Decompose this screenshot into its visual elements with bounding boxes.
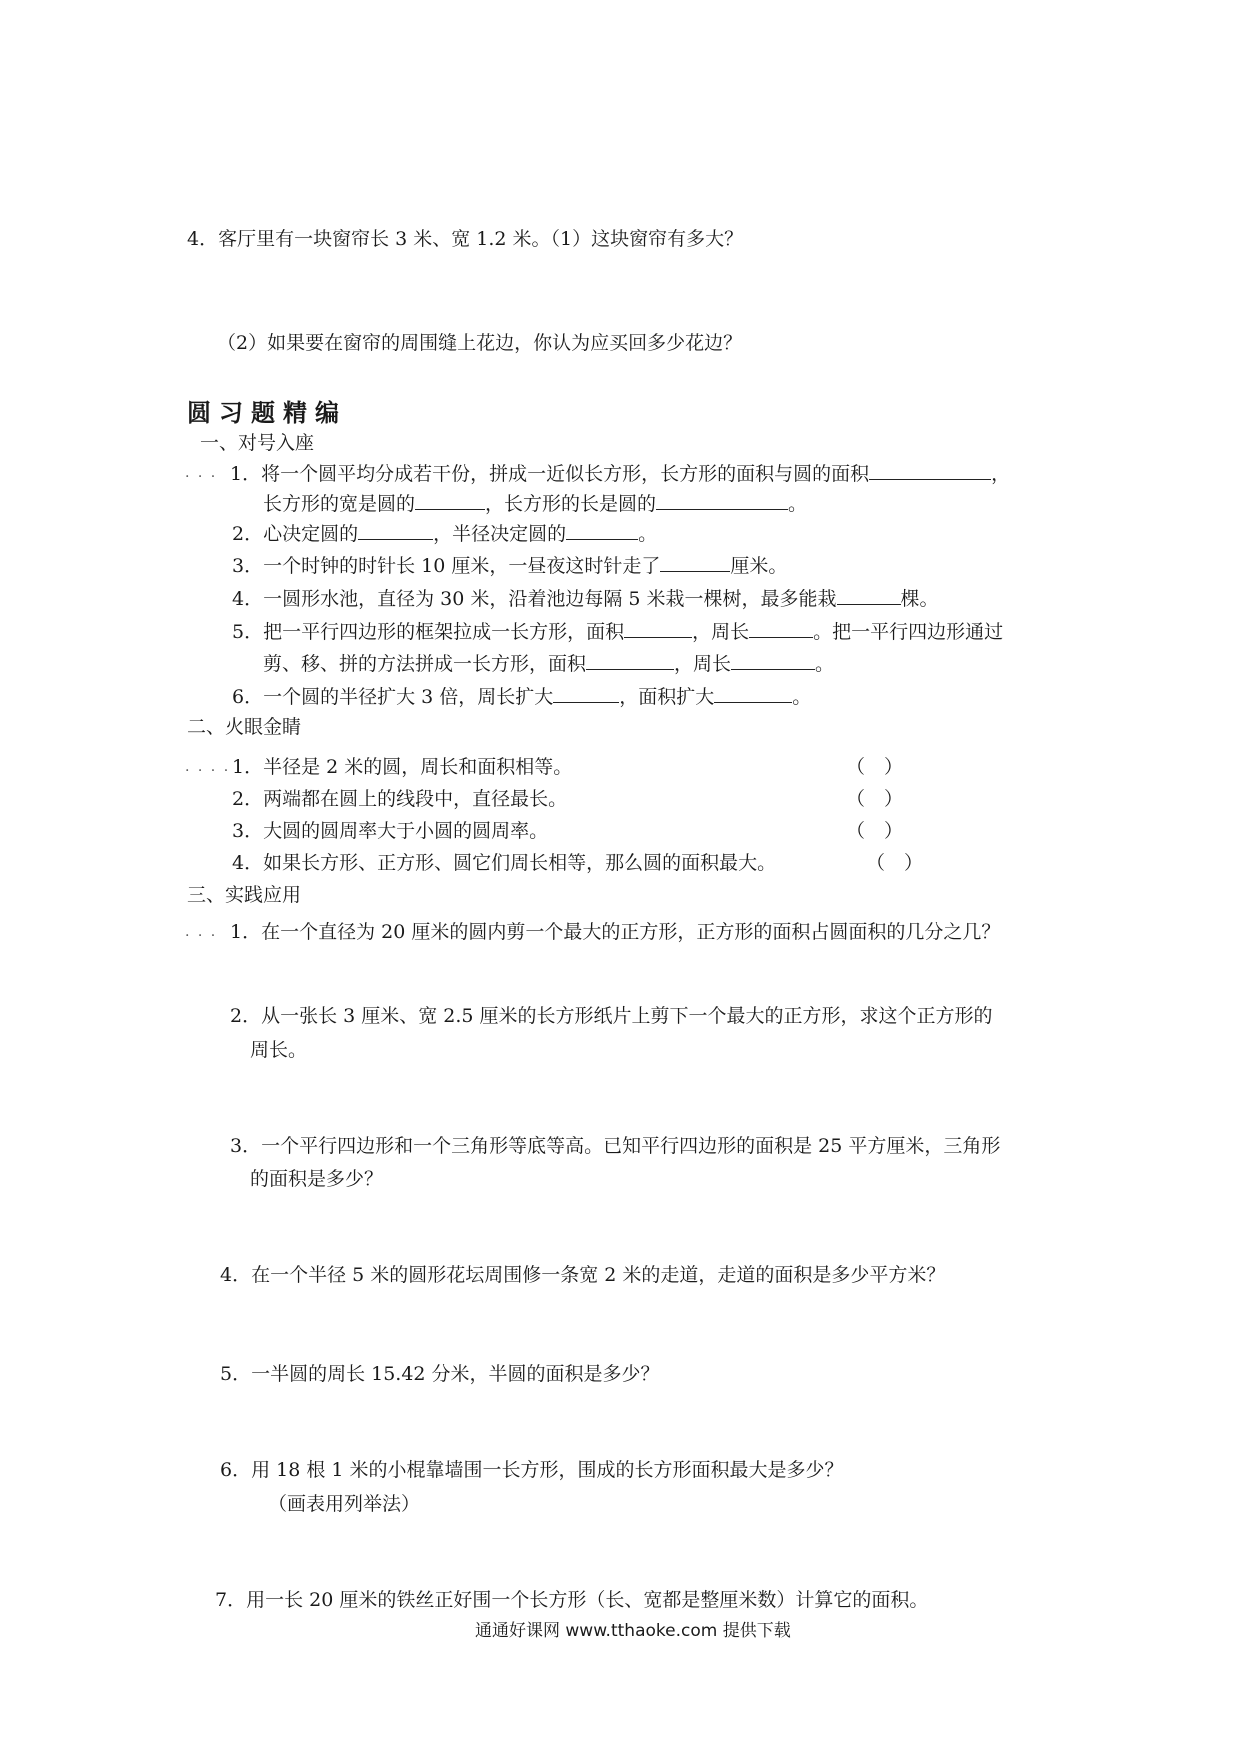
part3-q4: 4．在一个半径 5 米的圆形花坛周围修一条宽 2 米的走道，走道的面积是多少平方米？ [220, 1264, 946, 1286]
answer-blank[interactable] [358, 521, 433, 540]
answer-blank[interactable] [869, 461, 991, 480]
answer-blank[interactable] [553, 684, 619, 703]
answer-blank[interactable] [837, 586, 901, 605]
part2-item-4: 4．如果长方形、正方形、圆它们周长相等，那么圆的面积最大。 [232, 852, 777, 874]
answer-blank[interactable] [586, 651, 674, 670]
part3-q3-line2: 的面积是多少？ [250, 1168, 384, 1190]
answer-blank[interactable] [749, 619, 813, 638]
answer-blank[interactable] [624, 619, 692, 638]
part3-q2-line1: 2．从一张长 3 厘米、宽 2.5 厘米的长方形纸片上剪下一个最大的正方形，求这个正方形的 [230, 1005, 993, 1027]
part1-q1-text: 1．将一个圆平均分成若干份，拼成一近似长方形，长方形的面积与圆的面积 [230, 463, 870, 485]
answer-paren[interactable]: （ ） [846, 788, 904, 810]
part3-q5: 5．一半圆的周长 15.42 分米，半圆的面积是多少？ [220, 1363, 660, 1385]
part1-q5-line2: 剪、移、拼的方法拼成一长方形，面积 ，周长 。 [263, 653, 835, 675]
section-title: 圆习题精编 [187, 399, 347, 427]
part1-q6: 6．一个圆的半径扩大 3 倍，周长扩大 ，面积扩大 。 [232, 686, 812, 708]
part2-heading: 二、火眼金睛 [187, 716, 302, 738]
answer-blank[interactable] [566, 521, 638, 540]
answer-blank[interactable] [714, 684, 792, 703]
part3-q3-line1: 3．一个平行四边形和一个三角形等底等高。已知平行四边形的面积是 25 平方厘米，三角形 [230, 1135, 1001, 1157]
part1-q1-line2: 长方形的宽是圆的 ，长方形的长是圆的 。 [263, 493, 808, 515]
ellipsis-marker: . . . . [185, 759, 231, 775]
answer-blank[interactable] [731, 651, 815, 670]
part1-q4: 4．一圆形水池，直径为 30 米，沿着池边每隔 5 米栽一棵树，最多能栽 棵。 [232, 588, 939, 610]
part1-q2: 2．心决定圆的 ，半径决定圆的 。 [232, 523, 658, 545]
part1-q1-line1: 1．将一个圆平均分成若干份，拼成一近似长方形，长方形的面积与圆的面积 ， [230, 463, 1011, 485]
answer-blank[interactable] [656, 491, 788, 510]
answer-paren[interactable]: （ ） [846, 756, 904, 778]
part2-item-2: 2．两端都在圆上的线段中，直径最长。 [232, 788, 568, 810]
footer-text: 通通好课网 www.tthaoke.com 提供下载 [475, 1621, 791, 1641]
part2-item-3: 3．大圆的圆周率大于小圆的圆周率。 [232, 820, 549, 842]
answer-blank[interactable] [660, 553, 730, 572]
part1-q3: 3．一个时钟的时针长 10 厘米，一昼夜这时针走了 厘米。 [232, 555, 788, 577]
ellipsis-marker: . . . [185, 465, 218, 481]
part3-q1: 1．在一个直径为 20 厘米的圆内剪一个最大的正方形，正方形的面积占圆面积的几分之几？ [230, 921, 1001, 943]
part3-q2-line2: 周长。 [250, 1039, 308, 1061]
problem-4-part1: 4．客厅里有一块窗帘长 3 米、宽 1.2 米。（1）这块窗帘有多大？ [187, 228, 744, 250]
part3-q7: 7．用一长 20 厘米的铁丝正好围一个长方形（长、宽都是整厘米数）计算它的面积。 [215, 1589, 929, 1611]
answer-paren[interactable]: （ ） [846, 820, 904, 842]
part1-q5-line1: 5．把一平行四边形的框架拉成一长方形，面积 ，周长 。把一平行四边形通过 [232, 621, 1004, 643]
part3-q6-line1: 6．用 18 根 1 米的小棍靠墙围一长方形，围成的长方形面积最大是多少？ [220, 1459, 844, 1481]
ellipsis-marker: . . . [185, 924, 218, 940]
part1-heading: 一、对号入座 [200, 432, 315, 454]
part3-heading: 三、实践应用 [187, 884, 302, 906]
answer-paren[interactable]: （ ） [866, 852, 924, 874]
answer-blank[interactable] [415, 491, 485, 510]
part2-item-1: 1．半径是 2 米的圆，周长和面积相等。 [232, 756, 573, 778]
problem-4-part2: （2）如果要在窗帘的周围缝上花边，你认为应买回多少花边？ [217, 332, 743, 354]
part3-q6-line2: （画表用列举法） [268, 1493, 421, 1515]
